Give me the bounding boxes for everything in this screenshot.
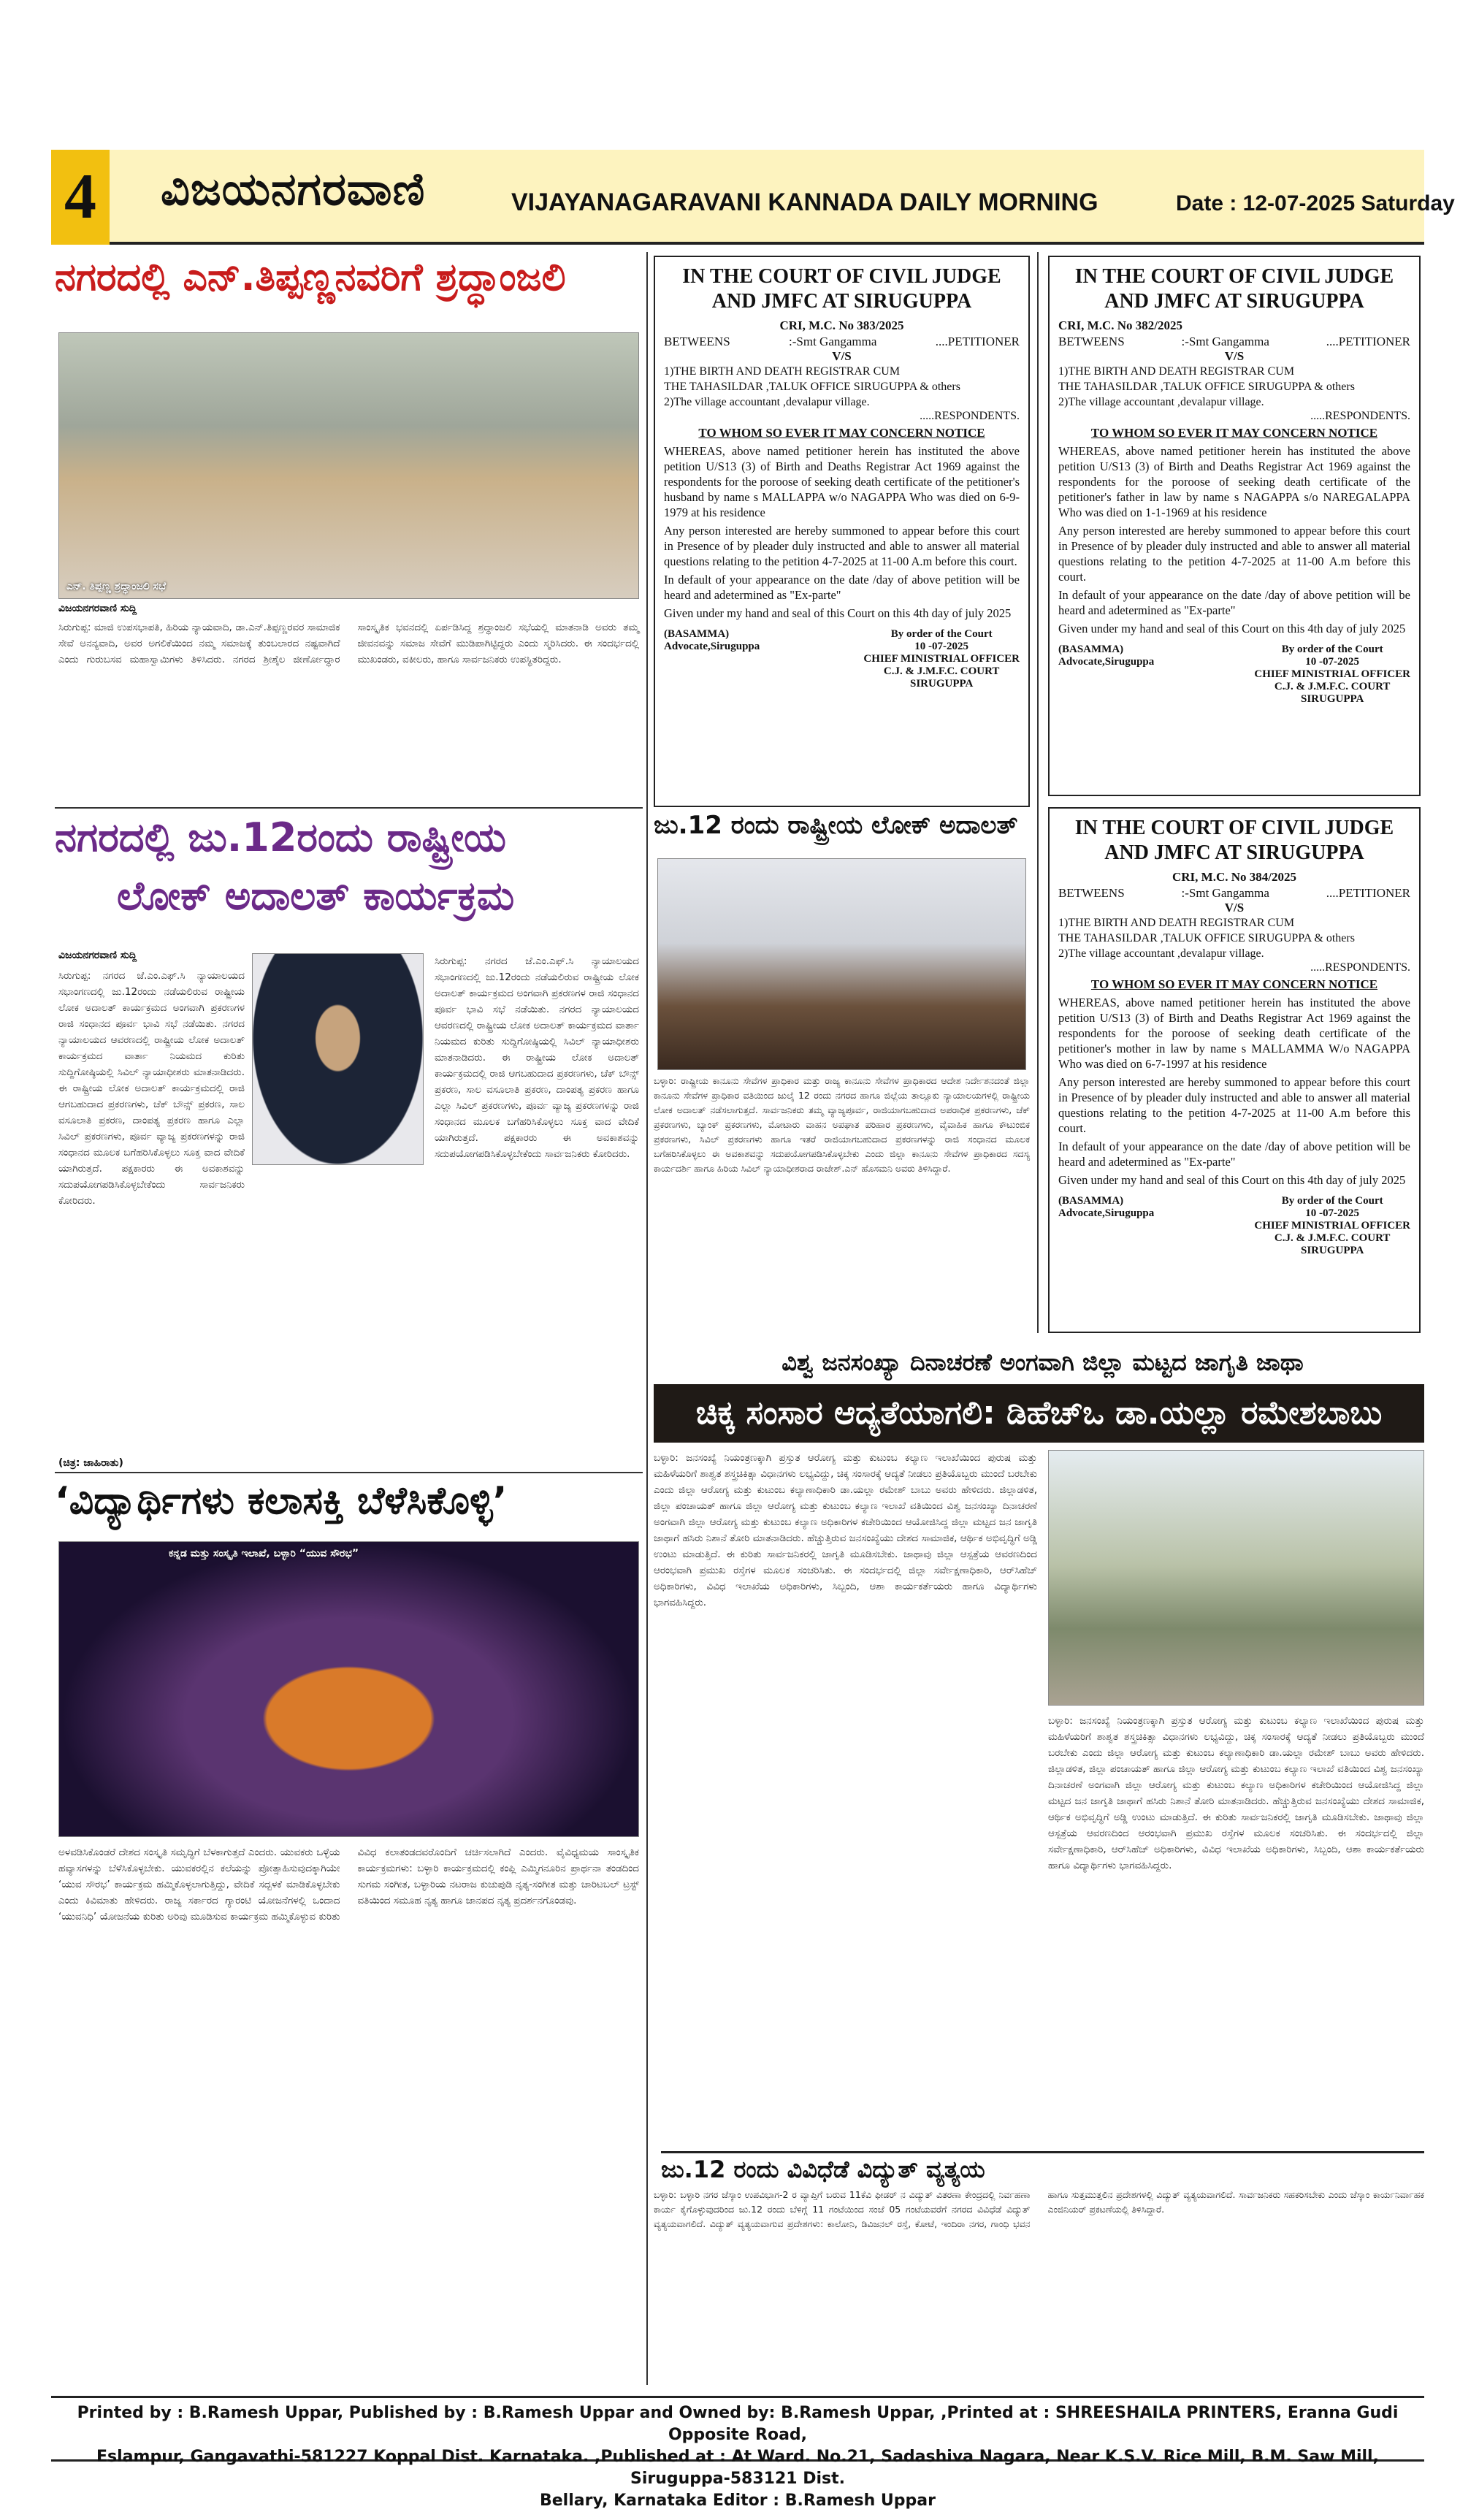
story1-photo — [58, 332, 639, 599]
notice-betweens: BETWEENS — [1058, 335, 1125, 348]
imprint-line: Bellary, Karnataka Editor : B.Ramesh Uppar — [539, 2492, 936, 2510]
story5-body: ಬಳ್ಳಾರಿ: ಜನಸಂಖ್ಯೆ ನಿಯಂತ್ರಣಕ್ಕಾಗಿ ಪ್ರಸ್ತುತ ಆರೋಗ್ಯ ಮತ್ತು ಕುಟುಂಬ ಕಲ್ಯಾಣ ಇಲಾಖೆಯಿಂದ ಪುರುಷ ಮತ್ತು ಮಹಿಳೆಯರಿಗೆ ಶಾಶ್ವತ ಶಸ್ತ್ರಚಿಕಿತ್ಸಾ ವಿಧಾನಗಳು ಲಭ್ಯವಿದ್ದು, ಚಿಕ್ಕ ಸಂಸಾರಕ್ಕೆ ಆದ್ಯತೆ ನೀಡಲು ಪ್ರತಿಯೊಬ್ಬರು ಮುಂದೆ ಬರಬೇಕು ಎಂದು ಜಿಲ್ಲಾ ಆರೋಗ್ಯ ಮತ್ತು ಕುಟುಂಬ ಕಲ್ಯಾಣಾಧಿಕಾರಿ ಡಾ.ಯಲ್ಲಾ ರಮೇಶ್ ಬಾಬು ಅವರು ಹೇಳಿದರು. ಜಿಲ್ಲಾಡಳಿತ, ಜಿಲ್ಲಾ ಪಂಚಾಯತ್ ಹಾಗೂ ಜಿಲ್ಲಾ ಆರೋಗ್ಯ ಮತ್ತು ಕುಟುಂಬ ಕಲ್ಯಾಣ ಇಲಾಖೆ ವತಿಯಿಂದ ವಿಶ್ವ ಜನಸಂಖ್ಯಾ ದಿನಾಚರಣೆ ಅಂಗವಾಗಿ ಜಿಲ್ಲಾ ಆರೋಗ್ಯ ಮತ್ತು ಕುಟುಂಬ ಕಲ್ಯಾಣ ಅಧಿಕಾರಿಗಳ ಕಚೇರಿಯಿಂದ ಆಯೋಜಿಸಿದ್ದ ಜಿಲ್ಲಾ ಮಟ್ಟದ ಜನ ಜಾಗೃತಿ ಜಾಥಾಗೆ ಹಸಿರು ನಿಶಾನೆ ತೋರಿ ಮಾತನಾಡಿದರು. ಹೆಚ್ಚುತ್ತಿರುವ ಜನಸಂಖ್ಯೆಯು ದೇಶದ ಸಾಮಾಜಿಕ, ಆರ್ಥಿಕ ಅಭಿವೃದ್ಧಿಗೆ ಅಡ್ಡಿ ಉಂಟು ಮಾಡುತ್ತಿದೆ. ಈ ಕುರಿತು ಸಾರ್ವಜನಿಕರಲ್ಲಿ ಜಾಗೃತಿ ಮೂಡಿಸಬೇಕು. ಜಾಥಾವು ಜಿಲ್ಲಾ ಆಸ್ಪತ್ರೆಯ ಆವರಣದಿಂದ ಆರಂಭವಾಗಿ ಪ್ರಮುಖ ರಸ್ತೆಗಳ ಮೂಲಕ ಸಂಚರಿಸಿತು. ಈ ಸಂದರ್ಭದಲ್ಲಿ ಜಿಲ್ಲಾ ಸರ್ವೇಕ್ಷಣಾಧಿಕಾರಿ, ಆರ್‌ಸಿಹೆಚ್ ಅಧಿಕಾರಿಗಳು, ವಿವಿಧ ಇಲಾಖೆಯ ಅಧಿಕಾರಿಗಳು, ಸಿಬ್ಬಂದಿ, ಆಶಾ ಕಾರ್ಯಕರ್ತೆಯರು ಹಾಗೂ ವಿದ್ಯಾರ್ಥಿಗಳು ಭಾಗವಹಿಸಿದ್ದರು. — [654, 1452, 1037, 1608]
story2-headline-line2: ಲೋಕ್ ಅದಾಲತ್ ಕಾರ್ಯಕ್ರಮ — [117, 873, 515, 919]
notice-court: IN THE COURT OF CIVIL JUDGE AND JMFC AT SIRUGUPPA — [682, 265, 1001, 313]
court-notice-384 — [1048, 807, 1421, 1333]
notice-heading: TO WHOM SO EVER IT MAY CONCERN NOTICE — [1090, 426, 1378, 440]
notice-officer-place: SIRUGUPPA — [1300, 693, 1364, 705]
notice-advocate: (BASAMMA) Advocate,Siruguppa — [664, 628, 760, 652]
notice-respondents-tag: .....RESPONDENTS. — [1310, 961, 1410, 974]
notice-para: Given under my hand and seal of this Court on this 4th day of july 2025 — [664, 606, 1012, 620]
notice-petitioner-name: :-Smt Gangamma — [1181, 886, 1269, 900]
notice-respondent: 2)The village accountant ,devalapur village. — [664, 396, 870, 408]
story3-photo — [58, 1541, 639, 1837]
story3-body: ಅಳವಡಿಸಿಕೊಂಡರೆ ದೇಶದ ಸಂಸ್ಕೃತಿ ಸಮೃದ್ಧಿಗೆ ಬೆಳಕಾಗುತ್ತದೆ ಎಂದರು. ಯುವಕರು ಒಳ್ಳೆಯ ಹವ್ಯಾಸಗಳನ್ನು ಬೆಳೆಸಿಕೊಳ್ಳಬೇಕು. ಯುವಕರಲ್ಲಿನ ಕಲೆಯನ್ನು ಪ್ರೋತ್ಸಾಹಿಸುವುದಕ್ಕಾಗಿಯೇ ‘ಯುವ ಸೌರಭ’ ಕಾರ್ಯಕ್ರಮ ಹಮ್ಮಿಕೊಳ್ಳಲಾಗುತ್ತಿದ್ದು, ವೇದಿಕೆ ಸದ್ಬಳಕೆ ಮಾಡಿಕೊಳ್ಳಬೇಕು ಎಂದು ಕಿವಿಮಾತು ಹೇಳಿದರು. ರಾಜ್ಯ ಸರ್ಕಾರದ ಗ್ಯಾರಂಟಿ ಯೋಜನೆಗಳಲ್ಲಿ ಒಂದಾದ ‘ಯುವನಿಧಿ’ ಯೋಜನೆಯ ಕುರಿತು ಅರಿವು ಮೂಡಿಸುವ ಕಾರ್ಯಕ್ರಮ ಹಮ್ಮಿಕೊಳ್ಳುವ ಕುರಿತು ವಿವಿಧ ಕಲಾತಂಡದವರೊಂದಿಗೆ ಚರ್ಚಿಸಲಾಗಿದೆ ಎಂದರು. ವೈವಿಧ್ಯಮಯ ಸಾಂಸ್ಕೃತಿಕ ಕಾರ್ಯಕ್ರಮಗಳು: ಬಳ್ಳಾರಿ ಕಾರ್ಯಕ್ರಮದಲ್ಲಿ ಕಂಪ್ಲಿ ಎಮ್ಮಿಗನೂರಿನ ಪ್ರಾರ್ಥನಾ ತಂಡದಿಂದ ಸುಗಮ ಸಂಗೀತ, ಬಳ್ಳಾರಿಯ ನಟರಾಜ ಕುಚುಪುಡಿ ನೃತ್ಯ-ಸಂಗೀತ ಮತ್ತು ಚಾರಿಟಬಲ್ ಟ್ರಸ್ಟ್ ವತಿಯಿಂದ ಸಮೂಹ ನೃತ್ಯ ಹಾಗೂ ಜಾನಪದ ನೃತ್ಯ ಪ್ರದರ್ಶನಗೊಂಡವು. — [58, 1847, 639, 1923]
notice-case-number: CRI, M.C. No 382/2025 — [1058, 318, 1182, 332]
notice-para: Any person interested are hereby summoned to appear before this court in Presence of by pleader duly instructed and able to answer all material questions relating to the petition 4-7-2025 at 11-00 A.m before this court. — [1058, 1075, 1410, 1135]
notice-respondent: THE TAHASILDAR ,TALUK OFFICE SIRUGUPPA & others — [1058, 381, 1355, 393]
notice-officer-court: C.J. & J.M.F.C. COURT — [883, 665, 1000, 677]
story4-photo — [657, 858, 1026, 1070]
imprint-line: Eslampur, Gangavathi-581227 Koppal Dist. Karnataka. ,Published at : At Ward. No.21, Sadashiva Nagara, Near K.S.V. Rice Mill, B.M. Saw Mill, Siruguppa-583121 Dist. — [96, 2448, 1379, 2488]
story1-body: ಸಿರುಗುಪ್ಪ: ಮಾಜಿ ಉಪಸಭಾಪತಿ, ಹಿರಿಯ ನ್ಯಾಯವಾದಿ, ಡಾ.ಎನ್.ತಿಪ್ಪಣ್ಣರವರ ಸಾಮಾಜಿಕ ಸೇವೆ ಅನನ್ಯವಾದಿ, ಅವರ ಅಗಲಿಕೆಯಿಂದ ನಮ್ಮ ಸಮಾಜಕ್ಕೆ ತುಂಬಲಾರದ ನಷ್ಟವಾಗಿದೆ ಎಂದು ಗುರುಬಸವ ಮಹಾಸ್ವಾಮಿಗಳು ತಿಳಿಸಿದರು. ನಗರದ ಶ್ರೀಶೈಲ ಜೀರ್ಣೋದ್ಧಾರ ಸಾಂಸ್ಕೃತಿಕ ಭವನದಲ್ಲಿ ಏರ್ಪಡಿಸಿದ್ದ ಶ್ರದ್ಧಾಂಜಲಿ ಸಭೆಯಲ್ಲಿ ಮಾತನಾಡಿ ಅವರು ತಮ್ಮ ಜೀವನವನ್ನು ಸಮಾಜ ಸೇವೆಗೆ ಮುಡಿಪಾಗಿಟ್ಟಿದ್ದರು ಎಂದು ಸ್ಮರಿಸಿದರು. ಈ ಸಂದರ್ಭದಲ್ಲಿ ಮುಖಂಡರು, ವಕೀಲರು, ಹಾಗೂ ಸಾರ್ವಜನಿಕರು ಉಪಸ್ಥಿತರಿದ್ದರು. — [58, 622, 639, 665]
notice-respondent: 2)The village accountant ,devalapur village. — [1058, 396, 1264, 408]
notice-order-by: By order of the Court — [1281, 1195, 1383, 1207]
notice-para: Given under my hand and seal of this Court on this 4th day of july 2025 — [1058, 622, 1406, 635]
paper-title: ವಿಜಯನಗರವಾಣಿ — [161, 162, 426, 215]
story5-kicker: ವಿಶ್ವ ಜನಸಂಖ್ಯಾ ದಿನಾಚರಣೆ ಅಂಗವಾಗಿ ಜಿಲ್ಲಾ ಮಟ್ಟದ ಜಾಗೃತಿ ಜಾಥಾ — [781, 1348, 1304, 1376]
paper-tagline: VIJAYANAGARAVANI KANNADA DAILY MORNING — [511, 188, 1098, 216]
story4-body: ಬಳ್ಳಾರಿ: ರಾಷ್ಟ್ರೀಯ ಕಾನೂನು ಸೇವೆಗಳ ಪ್ರಾಧಿಕಾರ ಮತ್ತು ರಾಜ್ಯ ಕಾನೂನು ಸೇವೆಗಳ ಪ್ರಾಧಿಕಾರದ ಆದೇಶ ನಿರ್ದೇಶನದಂತೆ ಜಿಲ್ಲಾ ಕಾನೂನು ಸೇವೆಗಳ ಪ್ರಾಧಿಕಾರ ವತಿಯಿಂದ ಜುಲೈ 12 ರಂದು ನಗರದ ಹಾಗೂ ಜಿಲ್ಲೆಯ ತಾಲ್ಲೂಕು ನ್ಯಾಯಾಲಯಗಳಲ್ಲಿ ರಾಷ್ಟ್ರೀಯ ಲೋಕ ಅದಾಲತ್ ನಡೆಸಲಾಗುತ್ತದೆ. ಸಾರ್ವಜನಿಕರು ತಮ್ಮ ವ್ಯಾಜ್ಯಪೂರ್ವ, ರಾಜಿಯಾಗಬಹುದಾದ ಅಪರಾಧಿಕ ಪ್ರಕರಣಗಳು, ಚೆಕ್ ಪ್ರಕರಣಗಳು, ಬ್ಯಾಂಕ್ ಪ್ರಕರಣಗಳು, ಮೋಟಾರು ವಾಹನ ಅಪಘಾತ ಪರಿಹಾರ ಪ್ರಕರಣಗಳು, ವೈವಾಹಿಕ ಹಾಗೂ ಕೌಟುಂಬಿಕ ಪ್ರಕರಣಗಳು, ಸಿವಿಲ್ ಪ್ರಕರಣಗಳು ಹಾಗೂ ಇತರೆ ರಾಜಿಯಾಗಬಹುದಾದ ಪ್ರಕರಣಗಳನ್ನು ರಾಜಿ ಸಂಧಾನದ ಮೂಲಕ ಬಗೆಹರಿಸಿಕೊಳ್ಳಲು ಈ ಅವಕಾಶವನ್ನು ಸದುಪಯೋಗಪಡಿಸಿಕೊಳ್ಳಬೇಕು ಎಂದು ಜಿಲ್ಲಾ ಕಾನೂನು ಸೇವೆಗಳ ಪ್ರಾಧಿಕಾರದ ಸದಸ್ಯ ಕಾರ್ಯದರ್ಶಿ ಹಾಗೂ ಹಿರಿಯ ಸಿವಿಲ್ ನ್ಯಾಯಾಧೀಶರಾದ ರಾಜೇಶ್.ಎನ್ ಹೊಸಮನಿ ಅವರು ತಿಳಿಸಿದ್ದಾರೆ. — [654, 1075, 1030, 1174]
notice-petitioner-name: :-Smt Gangamma — [789, 335, 877, 348]
notice-officer-court: C.J. & J.M.F.C. COURT — [1274, 1232, 1391, 1244]
paper-date: Date : 12-07-2025 Saturday — [1176, 191, 1455, 215]
notice-officer-court: C.J. & J.M.F.C. COURT — [1274, 681, 1391, 692]
story2-photo — [252, 953, 424, 1165]
notice-vs: V/S — [832, 349, 852, 363]
story2-body-continued: ಸಿರುಗುಪ್ಪ: ನಗರದ ಜೆ.ಎಂ.ಎಫ್.ಸಿ ನ್ಯಾಯಾಲಯದ ಸಭಾಂಗಣದಲ್ಲಿ ಜು.12ರಂದು ನಡೆಯಲಿರುವ ರಾಷ್ಟ್ರೀಯ ಲೋಕ ಅದಾಲತ್ ಕಾರ್ಯಕ್ರಮದ ಅಂಗವಾಗಿ ಪ್ರಕರಣಗಳ ರಾಜಿ ಸಂಧಾನದ ಪೂರ್ವ ಭಾವಿ ಸಭೆ ನಡೆಯಿತು. ನಗರದ ನ್ಯಾಯಾಲಯದ ಆವರಣದಲ್ಲಿ ರಾಷ್ಟ್ರೀಯ ಲೋಕ ಅದಾಲತ್ ಕಾರ್ಯಕ್ರಮದ ವಾರ್ತಾ ನಿಯಮದ ಕುರಿತು ಸುದ್ದಿಗೋಷ್ಠಿಯಲ್ಲಿ ಸಿವಿಲ್ ನ್ಯಾಯಾಧೀಶರು ಮಾತನಾಡಿದರು. ಈ ರಾಷ್ಟ್ರೀಯ ಲೋಕ ಅದಾಲತ್ ಕಾರ್ಯಕ್ರಮದಲ್ಲಿ ರಾಜಿ ಆಗಬಹುದಾದ ಪ್ರಕರಣಗಳು, ಚೆಕ್ ಬೌನ್ಸ್ ಪ್ರಕರಣ, ಸಾಲ ವಸೂಲಾತಿ ಪ್ರಕರಣ, ದಾಂಪತ್ಯ ಪ್ರಕರಣ ಹಾಗೂ ಎಲ್ಲಾ ಸಿವಿಲ್ ಪ್ರಕರಣಗಳು, ಪೂರ್ವ ವ್ಯಾಜ್ಯ ಪ್ರಕರಣಗಳನ್ನು ರಾಜಿ ಸಂಧಾನದ ಮೂಲಕ ಬಗೆಹರಿಸಿಕೊಳ್ಳಲು ಸೂಕ್ತ ವಾದ ವೇದಿಕೆ ಯಾಗಿರುತ್ತದೆ. ಪಕ್ಷಕಾರರು ಈ ಅವಕಾಶವನ್ನು ಸದುಪಯೋಗಪಡಿಸಿಕೊಳ್ಳಬೇಕೆಂದು ಸಾರ್ವಜನಿಕರು ಕೋರಿದರು. — [435, 955, 639, 1160]
story5-photo — [1048, 1450, 1424, 1706]
imprint-footer — [51, 2396, 1424, 2510]
notice-petitioner-role: ....PETITIONER — [1326, 335, 1410, 348]
notice-respondent: 1)THE BIRTH AND DEATH REGISTRAR CUM — [664, 365, 901, 378]
notice-order-date: 10 -07-2025 — [1305, 1207, 1360, 1219]
notice-respondent: THE TAHASILDAR ,TALUK OFFICE SIRUGUPPA & others — [1058, 932, 1355, 944]
notice-para: Given under my hand and seal of this Court on this 4th day of july 2025 — [1058, 1173, 1406, 1187]
story5-body-continued: ಬಳ್ಳಾರಿ: ಜನಸಂಖ್ಯೆ ನಿಯಂತ್ರಣಕ್ಕಾಗಿ ಪ್ರಸ್ತುತ ಆರೋಗ್ಯ ಮತ್ತು ಕುಟುಂಬ ಕಲ್ಯಾಣ ಇಲಾಖೆಯಿಂದ ಪುರುಷ ಮತ್ತು ಮಹಿಳೆಯರಿಗೆ ಶಾಶ್ವತ ಶಸ್ತ್ರಚಿಕಿತ್ಸಾ ವಿಧಾನಗಳು ಲಭ್ಯವಿದ್ದು, ಚಿಕ್ಕ ಸಂಸಾರಕ್ಕೆ ಆದ್ಯತೆ ನೀಡಲು ಪ್ರತಿಯೊಬ್ಬರು ಮುಂದೆ ಬರಬೇಕು ಎಂದು ಜಿಲ್ಲಾ ಆರೋಗ್ಯ ಮತ್ತು ಕುಟುಂಬ ಕಲ್ಯಾಣಾಧಿಕಾರಿ ಡಾ.ಯಲ್ಲಾ ರಮೇಶ್ ಬಾಬು ಅವರು ಹೇಳಿದರು. ಜಿಲ್ಲಾಡಳಿತ, ಜಿಲ್ಲಾ ಪಂಚಾಯತ್ ಹಾಗೂ ಜಿಲ್ಲಾ ಆರೋಗ್ಯ ಮತ್ತು ಕುಟುಂಬ ಕಲ್ಯಾಣ ಇಲಾಖೆ ವತಿಯಿಂದ ವಿಶ್ವ ಜನಸಂಖ್ಯಾ ದಿನಾಚರಣೆ ಅಂಗವಾಗಿ ಜಿಲ್ಲಾ ಆರೋಗ್ಯ ಮತ್ತು ಕುಟುಂಬ ಕಲ್ಯಾಣ ಅಧಿಕಾರಿಗಳ ಕಚೇರಿಯಿಂದ ಆಯೋಜಿಸಿದ್ದ ಜಿಲ್ಲಾ ಮಟ್ಟದ ಜನ ಜಾಗೃತಿ ಜಾಥಾಗೆ ಹಸಿರು ನಿಶಾನೆ ತೋರಿ ಮಾತನಾಡಿದರು. ಹೆಚ್ಚುತ್ತಿರುವ ಜನಸಂಖ್ಯೆಯು ದೇಶದ ಸಾಮಾಜಿಕ, ಆರ್ಥಿಕ ಅಭಿವೃದ್ಧಿಗೆ ಅಡ್ಡಿ ಉಂಟು ಮಾಡುತ್ತಿದೆ. ಈ ಕುರಿತು ಸಾರ್ವಜನಿಕರಲ್ಲಿ ಜಾಗೃತಿ ಮೂಡಿಸಬೇಕು. ಜಾಥಾವು ಜಿಲ್ಲಾ ಆಸ್ಪತ್ರೆಯ ಆವರಣದಿಂದ ಆರಂಭವಾಗಿ ಪ್ರಮುಖ ರಸ್ತೆಗಳ ಮೂಲಕ ಸಂಚರಿಸಿತು. ಈ ಸಂದರ್ಭದಲ್ಲಿ ಜಿಲ್ಲಾ ಸರ್ವೇಕ್ಷಣಾಧಿಕಾರಿ, ಆರ್‌ಸಿಹೆಚ್ ಅಧಿಕಾರಿಗಳು, ವಿವಿಧ ಇಲಾಖೆಯ ಅಧಿಕಾರಿಗಳು, ಸಿಬ್ಬಂದಿ, ಆಶಾ ಕಾರ್ಯಕರ್ತೆಯರು ಹಾಗೂ ವಿದ್ಯಾರ್ಥಿಗಳು ಭಾಗವಹಿಸಿದ್ದರು. — [1048, 1715, 1424, 1871]
notice-heading: TO WHOM SO EVER IT MAY CONCERN NOTICE — [698, 426, 985, 440]
notice-advocate: (BASAMMA) Advocate,Siruguppa — [1058, 1195, 1155, 1219]
notice-betweens: BETWEENS — [1058, 886, 1125, 900]
notice-petitioner-name: :-Smt Gangamma — [1181, 335, 1269, 348]
notice-para: In default of your appearance on the date /day of above petition will be heard and adetermined as "Ex-parte" — [1058, 588, 1410, 617]
story1-byline: ವಿಜಯನಗರವಾಣಿ ಸುದ್ದಿ — [58, 603, 137, 614]
story1-photo-banner: ಎನ್. ತಿಪ್ಪಣ್ಣ ಶ್ರದ್ಧಾಂಜಲಿ ಸಭೆ — [66, 581, 167, 592]
notice-respondent: 2)The village accountant ,devalapur village. — [1058, 947, 1264, 960]
story2-headline-line1: ನಗರದಲ್ಲಿ ಜು.12ರಂದು ರಾಷ್ಟ್ರೀಯ — [55, 814, 507, 860]
notice-order-by: By order of the Court — [1281, 644, 1383, 655]
notice-officer-place: SIRUGUPPA — [1300, 1245, 1364, 1256]
notice-respondent: 1)THE BIRTH AND DEATH REGISTRAR CUM — [1058, 917, 1295, 929]
notice-petitioner-role: ....PETITIONER — [935, 335, 1020, 348]
notice-para: Any person interested are hereby summoned to appear before this court in Presence of by pleader duly instructed and able to answer all material questions relating to the petition 4-7-2025 at 11-00 A.m before this court. — [664, 524, 1020, 568]
section-divider — [55, 1472, 643, 1473]
notice-officer: CHIEF MINISTRIAL OFFICER — [863, 653, 1020, 665]
court-notice-382 — [1048, 256, 1421, 796]
notice-para: WHEREAS, above named petitioner herein has instituted the above petition U/S13 (3) of Birth and Deaths Registrar Act 1969 against the respondents for the poroose of seeking death certificate of the petitioner's husband by name s MALLAPPA w/o NAGAPPA Who was died on 6-9-1979 at his residence — [664, 444, 1020, 519]
column-divider — [1037, 252, 1039, 1333]
notice-vs: V/S — [1224, 349, 1245, 363]
notice-betweens: BETWEENS — [664, 335, 730, 348]
imprint-line: Printed by : B.Ramesh Uppar, Published by : B.Ramesh Uppar and Owned by: B.Ramesh Uppar, ,Printed at : SHREESHAILA PRINTERS, Eranna Gudi Opposite Road, — [77, 2404, 1399, 2444]
notice-case-number: CRI, M.C. No 383/2025 — [779, 318, 904, 332]
notice-court: IN THE COURT OF CIVIL JUDGE AND JMFC AT SIRUGUPPA — [1074, 265, 1394, 313]
story4-headline: ಜು.12 ರಂದು ರಾಷ್ಟ್ರೀಯ ಲೋಕ್ ಅದಾಲತ್ — [654, 811, 1018, 840]
story3-headline: ‘ವಿದ್ಯಾರ್ಥಿಗಳು ಕಲಾಸಕ್ತಿ ಬೆಳೆಸಿಕೊಳ್ಳಿ’ — [55, 1479, 508, 1523]
notice-petitioner-role: ....PETITIONER — [1326, 886, 1410, 900]
court-notice-383 — [654, 256, 1030, 807]
notice-officer: CHIEF MINISTRIAL OFFICER — [1254, 668, 1410, 680]
notice-officer-place: SIRUGUPPA — [909, 678, 974, 690]
page-number: 4 — [51, 150, 110, 245]
notice-respondents-tag: .....RESPONDENTS. — [920, 410, 1020, 422]
story2-body: ಸಿರುಗುಪ್ಪ: ನಗರದ ಜೆ.ಎಂ.ಎಫ್.ಸಿ ನ್ಯಾಯಾಲಯದ ಸಭಾಂಗಣದಲ್ಲಿ ಜು.12ರಂದು ನಡೆಯಲಿರುವ ರಾಷ್ಟ್ರೀಯ ಲೋಕ ಅದಾಲತ್ ಕಾರ್ಯಕ್ರಮದ ಅಂಗವಾಗಿ ಪ್ರಕರಣಗಳ ರಾಜಿ ಸಂಧಾನದ ಪೂರ್ವ ಭಾವಿ ಸಭೆ ನಡೆಯಿತು. ನಗರದ ನ್ಯಾಯಾಲಯದ ಆವರಣದಲ್ಲಿ ರಾಷ್ಟ್ರೀಯ ಲೋಕ ಅದಾಲತ್ ಕಾರ್ಯಕ್ರಮದ ವಾರ್ತಾ ನಿಯಮದ ಕುರಿತು ಸುದ್ದಿಗೋಷ್ಠಿಯಲ್ಲಿ ಸಿವಿಲ್ ನ್ಯಾಯಾಧೀಶರು ಮಾತನಾಡಿದರು. ಈ ರಾಷ್ಟ್ರೀಯ ಲೋಕ ಅದಾಲತ್ ಕಾರ್ಯಕ್ರಮದಲ್ಲಿ ರಾಜಿ ಆಗಬಹುದಾದ ಪ್ರಕರಣಗಳು, ಚೆಕ್ ಬೌನ್ಸ್ ಪ್ರಕರಣ, ಸಾಲ ವಸೂಲಾತಿ ಪ್ರಕರಣ, ದಾಂಪತ್ಯ ಪ್ರಕರಣ ಹಾಗೂ ಎಲ್ಲಾ ಸಿವಿಲ್ ಪ್ರಕರಣಗಳು, ಪೂರ್ವ ವ್ಯಾಜ್ಯ ಪ್ರಕರಣಗಳನ್ನು ರಾಜಿ ಸಂಧಾನದ ಮೂಲಕ ಬಗೆಹರಿಸಿಕೊಳ್ಳಲು ಸೂಕ್ತ ವಾದ ವೇದಿಕೆ ಯಾಗಿರುತ್ತದೆ. ಪಕ್ಷಕಾರರು ಈ ಅವಕಾಶವನ್ನು ಸದುಪಯೋಗಪಡಿಸಿಕೊಳ್ಳಬೇಕೆಂದು ಸಾರ್ವಜನಿಕರು ಕೋರಿದರು. — [58, 970, 245, 1207]
notice-respondent: THE TAHASILDAR ,TALUK OFFICE SIRUGUPPA & others — [664, 381, 960, 393]
notice-order-date: 10 -07-2025 — [914, 641, 969, 652]
story6-headline: ಜು.12 ರಂದು ವಿವಿಧೆಡೆ ವಿದ್ಯುತ್ ವ್ಯತ್ಯಯ — [661, 2151, 1424, 2183]
section-divider — [55, 807, 643, 809]
story6-body: ಬಳ್ಳಾರಿ: ಬಳ್ಳಾರಿ ನಗರ ಜೆಸ್ಕಾಂ ಉಪವಿಭಾಗ-2 ರ ವ್ಯಾಪ್ತಿಗೆ ಬರುವ 11ಕೆವಿ ಫೀಡರ್ ನ ವಿದ್ಯುತ್ ವಿತರಣಾ ಕೇಂದ್ರದಲ್ಲಿ ನಿರ್ವಹಣಾ ಕಾರ್ಯ ಕೈಗೊಳ್ಳುವುದರಿಂದ ಜು.12 ರಂದು ಬೆಳಿಗ್ಗೆ 11 ಗಂಟೆಯಿಂದ ಸಂಜೆ 05 ಗಂಟೆಯವರೆಗೆ ನಗರದ ವಿವಿಧೆಡೆ ವಿದ್ಯುತ್ ವ್ಯತ್ಯಯವಾಗಲಿದೆ. ವಿದ್ಯುತ್ ವ್ಯತ್ಯಯವಾಗುವ ಪ್ರದೇಶಗಳು: ಕಾಲೋನಿ, ಡಿವಿಜನಲ್ ರಸ್ತೆ, ಕೋಟೆ, ಇಂದಿರಾ ನಗರ, ಗಾಂಧಿ ಭವನ ಹಾಗೂ ಸುತ್ತಮುತ್ತಲಿನ ಪ್ರದೇಶಗಳಲ್ಲಿ ವಿದ್ಯುತ್ ವ್ಯತ್ಯಯವಾಗಲಿದೆ. ಸಾರ್ವಜನಿಕರು ಸಹಕರಿಸಬೇಕು ಎಂದು ಜೆಸ್ಕಾಂ ಕಾರ್ಯನಿರ್ವಾಹಕ ಎಂಜಿನಿಯರ್ ಪ್ರಕಟಣೆಯಲ್ಲಿ ತಿಳಿಸಿದ್ದಾರೆ. — [654, 2189, 1424, 2229]
notice-vs: V/S — [1224, 901, 1245, 915]
notice-court: IN THE COURT OF CIVIL JUDGE AND JMFC AT SIRUGUPPA — [1074, 817, 1394, 864]
notice-para: WHEREAS, above named petitioner herein has instituted the above petition U/S13 (3) of Birth and Deaths Registrar Act 1969 against the respondents for the poroose of seeking death certificate of the petitioner's mother in law by name s MALLAMMA W/o NAGAPPA Who was died on 6-7-1997 at his residence — [1058, 996, 1410, 1071]
notice-para: WHEREAS, above named petitioner herein has instituted the above petition U/S13 (3) of Birth and Deaths Registrar Act 1969 against the respondents for the poroose of seeking death certificate of the petitioner's father in law by name s NAGAPPA s/o NAREGALAPPA Who was died on 1-1-1969 at his residence — [1058, 444, 1410, 519]
story3-photo-banner: ಕನ್ನಡ ಮತ್ತು ಸಂಸ್ಕೃತಿ ಇಲಾಖೆ, ಬಳ್ಳಾರಿ “ಯುವ ಸೌರಭ” — [169, 1548, 359, 1559]
notice-advocate: (BASAMMA) Advocate,Siruguppa — [1058, 644, 1155, 668]
column-divider — [646, 252, 648, 2385]
notice-heading: TO WHOM SO EVER IT MAY CONCERN NOTICE — [1090, 977, 1378, 991]
notice-order-date: 10 -07-2025 — [1305, 656, 1360, 668]
notice-respondent: 1)THE BIRTH AND DEATH REGISTRAR CUM — [1058, 365, 1295, 378]
notice-case-number: CRI, M.C. No 384/2025 — [1172, 870, 1296, 884]
story2-byline: ವಿಜಯನಗರವಾಣಿ ಸುದ್ದಿ — [58, 950, 137, 961]
story1-headline: ನಗರದಲ್ಲಿ ಎನ್.ತಿಪ್ಪಣ್ಣನವರಿಗೆ ಶ್ರದ್ಧಾಂಜಲಿ — [55, 256, 566, 299]
notice-para: In default of your appearance on the date /day of above petition will be heard and adetermined as "Ex-parte" — [1058, 1139, 1410, 1169]
story5-headline: ಚಿಕ್ಕ ಸಂಸಾರ ಆದ್ಯತೆಯಾಗಲಿ: ಡಿಹೆಚ್‌ಒ ಡಾ.ಯಲ್ಲಾ ರಮೇಶಬಾಬು — [654, 1384, 1424, 1443]
notice-respondents-tag: .....RESPONDENTS. — [1310, 410, 1410, 422]
notice-para: Any person interested are hereby summoned to appear before this court in Presence of by pleader duly instructed and able to answer all material questions relating to the petition 4-7-2025 at 11-00 A.m before this court. — [1058, 524, 1410, 584]
notice-order-by: By order of the Court — [890, 628, 993, 640]
notice-officer: CHIEF MINISTRIAL OFFICER — [1254, 1220, 1410, 1232]
notice-para: In default of your appearance on the date /day of above petition will be heard and adetermined as "Ex-parte" — [664, 573, 1020, 602]
story2-signoff: (ಚಿತ್ರ: ಜಾಹಿರಾತು) — [58, 1457, 123, 1469]
